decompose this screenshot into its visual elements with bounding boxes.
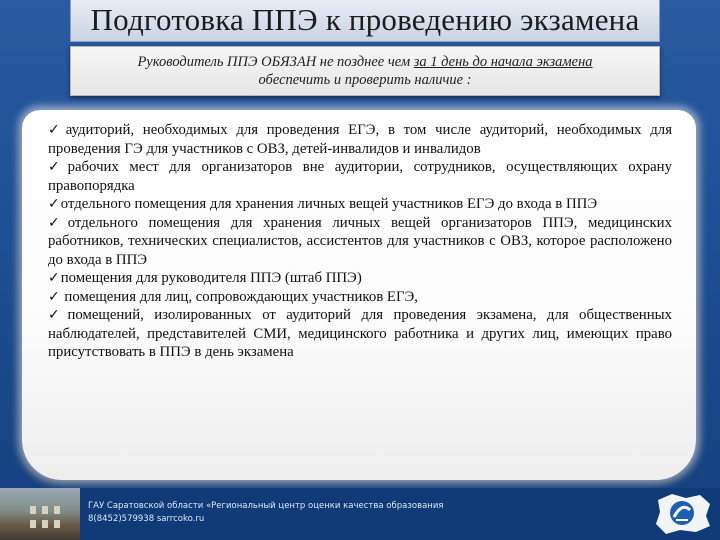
list-item [48,195,672,214]
list-item [48,121,672,158]
list-item-text: отдельного помещения для хранения личных вещей участников ЕГЭ до входа в ППЭ [60,196,598,212]
duty-banner [70,46,660,96]
checkmark-icon: ✓ [48,307,67,323]
list-item [48,306,672,362]
checkmark-icon: ✓ [48,214,67,231]
requirements-list [48,121,672,362]
banner-line-2: обеспечить и проверить наличие : [258,72,472,88]
list-item [48,288,672,307]
list-item-text: помещения для руководителя ППЭ (штаб ППЭ) [60,270,362,286]
region-map-logo-icon [650,490,714,536]
checkmark-icon: ✓ [48,270,60,286]
list-item [48,269,672,288]
list-item [48,214,672,270]
list-item-text: рабочих мест для организаторов вне аудитории, сотрудников, осуществляющих охрану правопорядка [48,159,672,194]
footer-org-name: ГАУ Саратовской области «Региональный центр оценки качества образования [88,501,444,511]
list-item-text: аудиторий, необходимых для проведения ЕГЭ, в том числе аудиторий, необходимых для проведения ГЭ для участников с ОВЗ, детей-инвалидов и инвалидов [48,122,672,157]
building-photo [0,488,80,540]
footer-phone-site: 8(8452)579938 sarrcoko.ru [88,514,205,524]
list-item-text: помещения для лиц, сопровождающих участников ЕГЭ, [60,288,418,305]
banner-deadline: за 1 день до начала экзамена [413,54,593,70]
title-bar [70,0,660,42]
checkmark-icon: ✓ [48,159,67,175]
list-item [48,158,672,195]
checkmark-icon: ✓ [48,288,60,305]
banner-text: Руководитель ППЭ ОБЯЗАН не позднее чем [137,54,414,70]
footer [0,488,720,540]
footer-contact [88,500,443,526]
checkmark-icon: ✓ [48,196,60,212]
page-title: Подготовка ППЭ к проведению экзамена [90,2,640,37]
list-item-text: помещений, изолированных от аудиторий для проведения экзамена, для общественных наблюдателей, представителей СМИ, медицинского работника и других лиц, имеющих право присутствовать в ППЭ в день экзамена [48,307,672,360]
banner-line-1 [71,53,659,71]
checkmark-icon: ✓ [48,122,65,138]
list-item-text: отдельного помещения для хранения личных вещей организаторов ППЭ, медицинских работников, технических специалистов, ассистентов для участников с ОВЗ, которое расположено до входа в ППЭ [48,214,673,268]
